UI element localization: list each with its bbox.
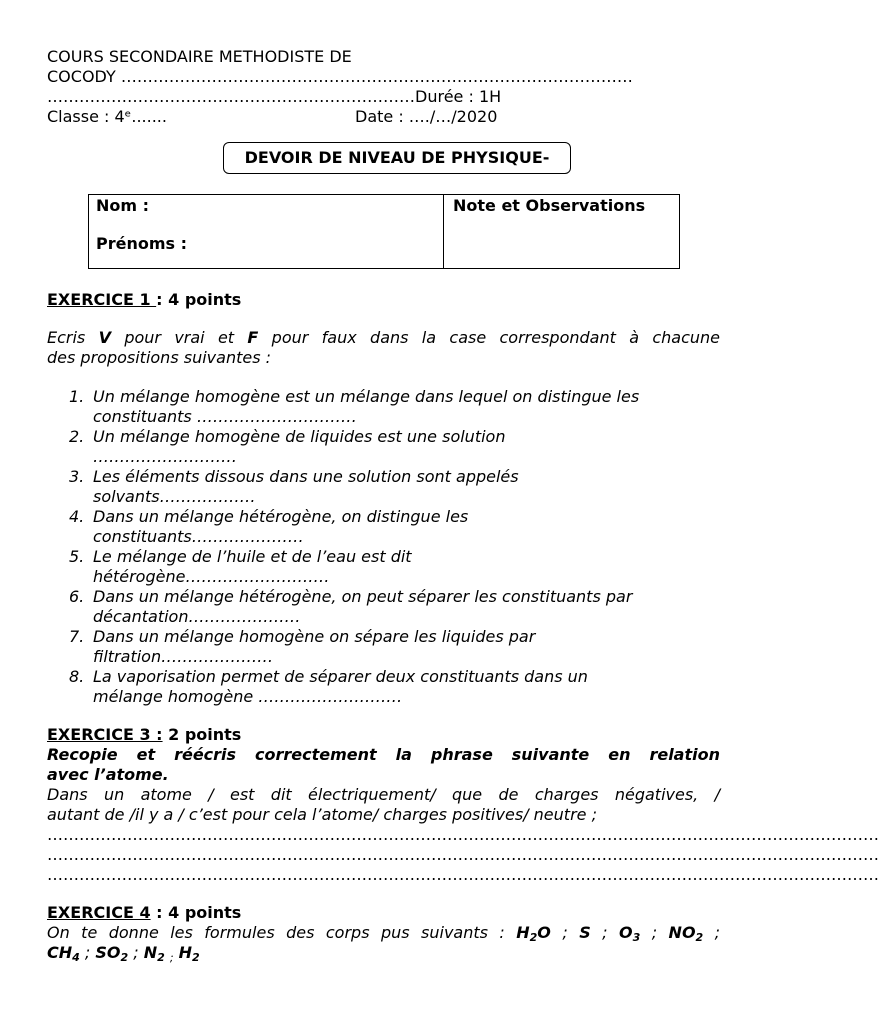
nom-label: Nom : xyxy=(96,196,150,215)
exercise-1-instruction xyxy=(47,328,720,348)
item-text: Le mélange de l’huile et de l’eau est dit xyxy=(93,547,412,566)
instr-v: V xyxy=(98,328,111,347)
table-divider xyxy=(443,195,444,268)
school-name-line1: COURS SECONDAIRE METHODISTE DE xyxy=(47,47,352,66)
formula-n2: $N_2$ xyxy=(143,943,165,964)
list-item xyxy=(47,427,720,467)
list-item xyxy=(47,387,720,427)
exam-title: DEVOIR DE NIVEAU DE PHYSIQUE- xyxy=(223,142,571,174)
exercise-3-sentence-line1: Dans un atome / est dit électriquement/ que de charges négatives, / xyxy=(47,785,720,804)
item-number: 7. xyxy=(69,627,85,646)
item-text: Dans un mélange homogène on sépare les liquides par xyxy=(93,627,536,646)
exercise-4-intro: On te donne les formules des corps pus suivants : $H_2O$ ; S ; $O_3$ ; $NO_2$ ; xyxy=(47,923,721,944)
item-text: Les éléments dissous dans une solution sont appelés xyxy=(93,467,519,486)
prenoms-label: Prénoms : xyxy=(96,234,188,253)
class-label: Classe : 4ᵉ....... xyxy=(47,107,167,126)
intro-text: On te donne les formules des corps pus suivants : xyxy=(47,923,517,942)
exercise-3-heading xyxy=(47,725,241,745)
item-number: 4. xyxy=(69,507,85,526)
exercise-3-instruction-line2: avec l’atome. xyxy=(47,765,169,784)
item-text: Un mélange homogène de liquides est une solution xyxy=(93,427,506,446)
formula-h2: $H_2$ xyxy=(178,943,200,964)
exercise-1-points: : 4 points xyxy=(156,290,242,309)
note-observations-label: Note et Observations xyxy=(453,196,646,215)
formula-s: S xyxy=(579,923,591,942)
item-answer: mélange homogène ……………………… xyxy=(93,687,403,706)
duration-line: ……………………………………………………………Durée : 1H xyxy=(47,87,502,106)
exercise-3-sentence-line2: autant de /il y a / c’est pour cela l’atome/ charges positives/ neutre ; xyxy=(47,805,597,824)
item-text: La vaporisation permet de séparer deux constituants dans un xyxy=(93,667,588,686)
exercise-3-title: EXERCICE 3 : xyxy=(47,725,163,744)
exercise-3-points: 2 points xyxy=(162,725,242,744)
item-text: Un mélange homogène est un mélange dans lequel on distingue les xyxy=(93,387,640,406)
item-text: Dans un mélange hétérogène, on peut séparer les constituants par xyxy=(93,587,633,606)
answer-line: ………………………………………………………………………………………………………………………………………… xyxy=(47,845,879,864)
exercise-3-instruction-line1: Recopie et réécris correctement la phrase suivante en relation xyxy=(47,745,720,764)
propositions-list xyxy=(47,387,720,707)
instr-text: pour vrai et xyxy=(111,328,248,347)
list-item xyxy=(47,627,720,667)
formula-ch4: $CH_4$ xyxy=(47,943,80,964)
item-number: 3. xyxy=(69,467,85,486)
school-name-line2: COCODY …………………………………………………………………………………… xyxy=(47,67,633,86)
item-answer: ……………………… xyxy=(93,447,237,466)
exercise-4-title: EXERCICE 4 xyxy=(47,903,151,922)
formula-o3: $O_3$ xyxy=(619,923,641,944)
exercise-4-formulas-line2: $CH_4$ ; $SO_2$ ; $N_2$ $_;$ $H_2$ xyxy=(47,943,200,964)
item-number: 2. xyxy=(69,427,85,446)
exercise-4-heading xyxy=(47,903,241,923)
formula-h2o: $H_2O$ xyxy=(516,923,551,944)
formula-no2: $NO_2$ xyxy=(668,923,704,944)
instr-text: pour faux dans la case correspondant à chacune xyxy=(258,328,721,347)
exercise-1-title: EXERCICE 1 xyxy=(47,290,157,309)
student-id-table xyxy=(88,194,680,269)
exercise-1-instruction-line2: des propositions suivantes : xyxy=(47,348,272,367)
exercise-1-heading xyxy=(47,290,241,310)
item-answer: filtration………………… xyxy=(93,647,274,666)
list-item xyxy=(47,667,720,707)
item-number: 1. xyxy=(69,387,85,406)
item-answer: solvants……………… xyxy=(93,487,256,506)
item-answer: constituants ………………………… xyxy=(93,407,357,426)
list-item xyxy=(47,587,720,627)
list-item xyxy=(47,467,720,507)
date-label: Date : …./…/2020 xyxy=(355,107,498,126)
instr-f: F xyxy=(247,328,259,347)
item-answer: constituants………………… xyxy=(93,527,304,546)
list-item xyxy=(47,507,720,547)
answer-line: ………………………………………………………………………………………………………………………………………… xyxy=(47,865,879,884)
item-number: 8. xyxy=(69,667,85,686)
exercise-4-points: : 4 points xyxy=(150,903,242,922)
item-number: 6. xyxy=(69,587,85,606)
item-number: 5. xyxy=(69,547,85,566)
item-text: Dans un mélange hétérogène, on distingue les xyxy=(93,507,469,526)
list-item xyxy=(47,547,720,587)
formula-so2: $SO_2$ xyxy=(95,943,129,964)
instr-text: Ecris xyxy=(47,328,99,347)
item-answer: décantation………………… xyxy=(93,607,301,626)
item-answer: hétérogène……………………… xyxy=(93,567,330,586)
answer-line: ………………………………………………………………………………………………………………………………………… xyxy=(47,825,879,844)
